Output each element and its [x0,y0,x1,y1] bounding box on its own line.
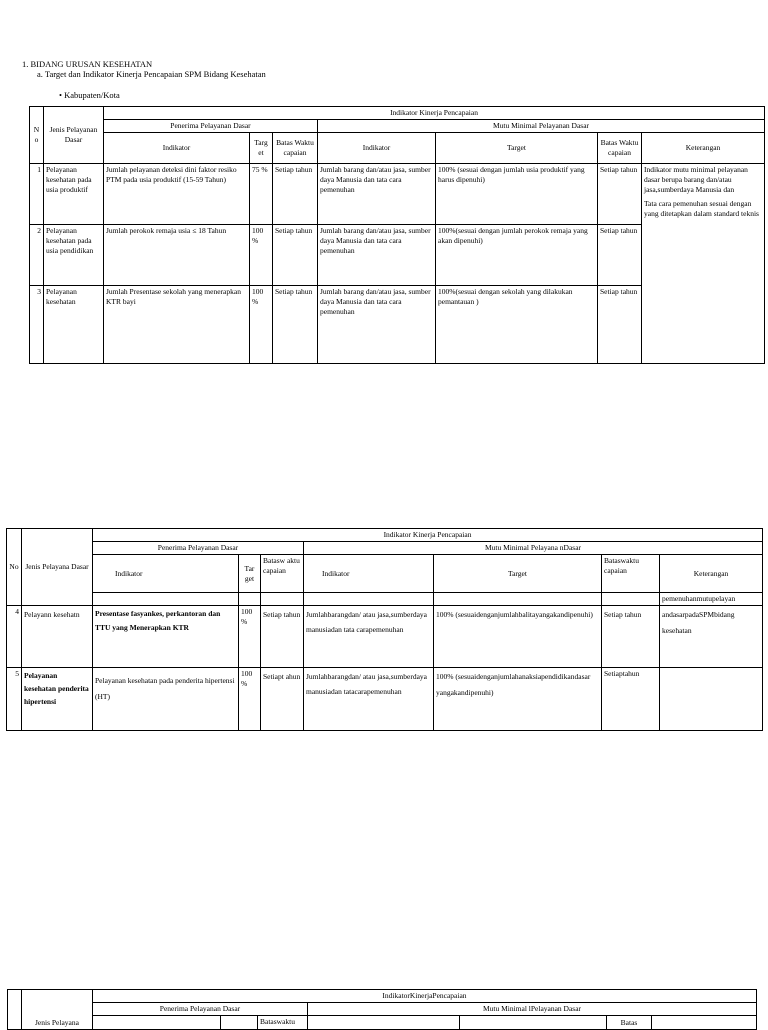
header-keterangan: Keterangan [642,133,765,164]
spm-table-1 [29,106,765,364]
row-mutu: Jumlahbarangdan/ atau jasa,sumberdaya manusiadan tatacarapemenuhan [304,668,434,731]
keterangan-continued: pemenuhanmutupelayan [660,593,763,606]
header-indikator: Indikator [104,133,250,164]
row-target-mutu: 100%(sesuai dengan sekolah yang dilakukan pemantauan ) [436,286,598,364]
header-ikp: Indikator Kinerja Pencapaian [104,107,765,120]
row-keterangan [642,164,765,364]
header-no: No [30,107,44,164]
header-indikator-mutu: Indikator [304,555,434,593]
row-batas-mutu: Setiap tahun [598,164,642,225]
header-keterangan: Keterangan [660,555,763,593]
spm-table-2 [6,528,763,731]
row-jenis: Pelayanan kesehatan pada usia pendidikan [44,225,104,286]
row-batas: Setiap tahun [261,606,304,668]
header-batas-mutu: Bataswaktu capaian [602,555,660,593]
header-jenis: Jenis Pelayana Dasar [22,529,93,606]
row-batas-mutu: Setiap tahun [602,606,660,668]
row-jenis: Pelayann kesehatn [22,606,93,668]
header-indikator: Indikator [93,555,239,593]
table-row [7,606,763,668]
row-batas: Setiapt ahun [261,668,304,731]
row-jenis: Pelayanan kesehatan [44,286,104,364]
row-indikator: Presentase fasyankes, perkantoran dan TTU yang Menerapkan KTR [93,606,239,668]
header-ikp: IndikatorKinerjaPencapaian [93,990,757,1003]
row-target-mutu: 100% (sesuaidenganjumlahanaksiapendidikandasar yangakandipenuhi) [434,668,602,731]
header-target: Targ et [250,133,273,164]
row-target: 75 % [250,164,273,225]
header-batas: Batas Waktu capaian [273,133,318,164]
row-indikator: Jumlah Presentase sekolah yang menerapkan KTR bayi [104,286,250,364]
row-batas-mutu: Setiap tahun [598,286,642,364]
row-mutu: Jumlah barang dan/atau jasa, sumber daya Manusia dan tata cara pemenuhan [318,225,436,286]
row-keterangan [660,668,763,731]
subsection-title: a. Target dan Indikator Kinerja Pencapaian SPM Bidang Kesehatan [37,69,266,79]
header-batas-mutu: Batas [607,1016,652,1030]
region-bullet: • Kabupaten/Kota [59,90,120,100]
row-target: 100 % [239,668,261,731]
row-batas: Setiap tahun [273,164,318,225]
row-mutu: Jumlah barang dan/atau jasa, sumber daya Manusia dan tata cara pemenuhan [318,286,436,364]
header-batas: Bataswaktu [258,1016,308,1030]
table-row [30,164,765,225]
row-batas: Setiap tahun [273,286,318,364]
keterangan-text-a: Indikator mutu minimal pelayanan dasar berupa barang dan/atau jasa,sumberdaya Manusia dan [644,165,748,194]
header-batas: Batasw aktu capaian [261,555,304,593]
keterangan-text-b: Tata cara pemenuhan sesuai dengan yang ditetapkan dalam standard teknis [644,199,759,218]
row-target: 100 % [250,286,273,364]
row-indikator: Jumlah perokok remaja usia ≤ 18 Tahun [104,225,250,286]
row-keterangan: andasarpadaSPMbidang kesehatan [660,606,763,668]
row-mutu: Jumlah barang dan/atau jasa, sumber daya Manusia dan tata cara pemenuhan [318,164,436,225]
row-batas-mutu: Setiap tahun [598,225,642,286]
row-target-mutu: 100% (sesuai dengan jumlah usia produktif yang harus dipenuhi) [436,164,598,225]
section-title: 1. BIDANG URUSAN KESEHATAN [22,59,153,69]
header-target-mutu: Target [434,555,602,593]
row-jenis: Pelayanan kesehatan penderita hipertensi [22,668,93,731]
row-no: 3 [30,286,44,364]
header-jenis: Jenis Pelayana [22,990,93,1030]
row-no: 2 [30,225,44,286]
row-indikator: Pelayanan kesehatan pada penderita hipertensi (HT) [93,668,239,731]
row-batas: Setiap tahun [273,225,318,286]
row-batas-mutu: Setiaptahun [602,668,660,731]
header-no: No [7,529,22,606]
row-target: 100 % [239,606,261,668]
header-ppd: Penerima Pelayanan Dasar [104,120,318,133]
row-no: 1 [30,164,44,225]
table-row [7,668,763,731]
row-indikator: Jumlah pelayanan deteksi dini faktor resiko PTM pada usia produktif (15-59 Tahun) [104,164,250,225]
row-target-mutu: 100%(sesuai dengan jumlah perokok remaja yang akan dipenuhi) [436,225,598,286]
row-mutu: Jumlahbarangdan/ atau jasa,sumberdaya manusiadan tata carapemenuhan [304,606,434,668]
header-indikator-mutu: Indikator [318,133,436,164]
row-target: 100 % [250,225,273,286]
header-target: Tar get [239,555,261,593]
header-ppd: Penerima Pelayanan Dasar [93,542,304,555]
header-batas-mutu: Batas Waktu capaian [598,133,642,164]
header-mmpd: Mutu Minimal Pelayanan Dasar [318,120,765,133]
row-no: 4 [7,606,22,668]
header-target-mutu: Target [436,133,598,164]
header-ikp: Indikator Kinerja Pencapaian [93,529,763,542]
header-jenis: Jenis Pelayanan Dasar [44,107,104,164]
row-target-mutu: 100% (sesuaidenganjumlahbalitayangakandipenuhi) [434,606,602,668]
header-ppd: Penerima Pelayanan Dasar [93,1003,308,1016]
row-jenis: Pelayanan kesehatan pada usia produktif [44,164,104,225]
row-no: 5 [7,668,22,731]
header-mmpd: Mutu Minimal lPelayanan Dasar [308,1003,757,1016]
header-mmpd: Mutu Minimal Pelayana nDasar [304,542,763,555]
